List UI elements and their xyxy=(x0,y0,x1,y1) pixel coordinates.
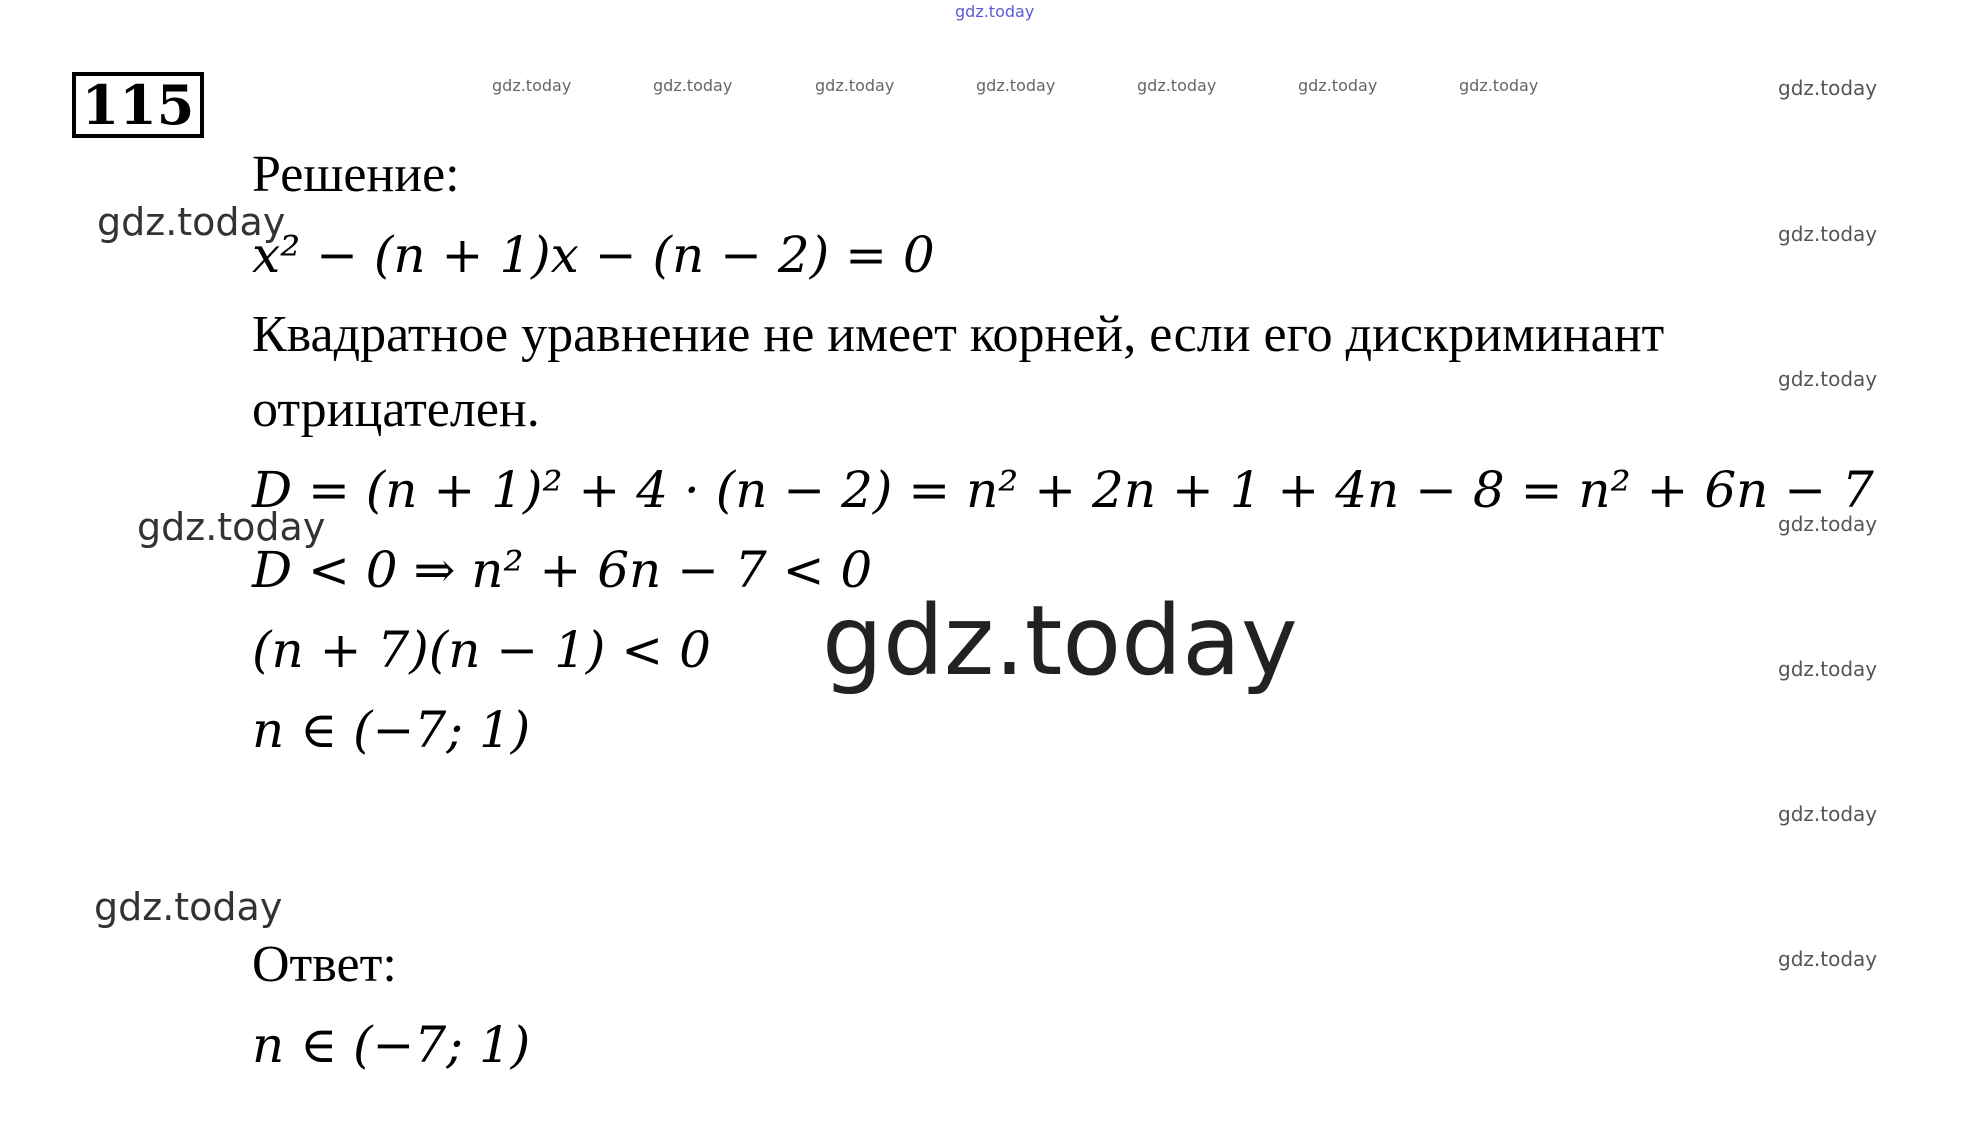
watermark: gdz.today xyxy=(653,76,733,95)
explanation-line-1: Квадратное уравнение не имеет корней, если его дискриминант xyxy=(252,306,1665,363)
watermark: gdz.today xyxy=(1778,802,1878,826)
watermark: gdz.today xyxy=(94,885,283,929)
answer-value: n ∈ (−7; 1) xyxy=(252,1016,531,1074)
discriminant-line: D = (n + 1)² + 4 · (n − 2) = n² + 2n + 1 + 4n − 8 = n² + 6n − 7 xyxy=(252,461,1874,519)
answer-heading: Ответ: xyxy=(252,936,397,993)
equation-line: x² − (n + 1)x − (n − 2) = 0 xyxy=(252,226,935,284)
factored-line: (n + 7)(n − 1) < 0 xyxy=(252,621,711,679)
watermark: gdz.today xyxy=(97,200,286,244)
interval-line: n ∈ (−7; 1) xyxy=(252,701,531,759)
watermark: gdz.today xyxy=(1778,947,1878,971)
solution-heading: Решение: xyxy=(252,146,460,203)
watermark: gdz.today xyxy=(137,505,326,549)
watermark: gdz.today xyxy=(1778,367,1878,391)
watermark: gdz.today xyxy=(976,76,1056,95)
watermark: gdz.today xyxy=(1778,222,1878,246)
watermark: gdz.today xyxy=(1778,512,1878,536)
watermark: gdz.today xyxy=(955,2,1035,21)
watermark: gdz.today xyxy=(1778,76,1878,100)
watermark: gdz.today xyxy=(1459,76,1539,95)
watermark: gdz.today xyxy=(822,585,1298,697)
watermark: gdz.today xyxy=(1778,657,1878,681)
watermark: gdz.today xyxy=(815,76,895,95)
inequality-line: D < 0 ⇒ n² + 6n − 7 < 0 xyxy=(252,541,873,599)
watermark: gdz.today xyxy=(1298,76,1378,95)
watermark: gdz.today xyxy=(1137,76,1217,95)
explanation-line-2: отрицателен. xyxy=(252,381,540,438)
problem-number-box: 115 xyxy=(72,72,204,138)
watermark: gdz.today xyxy=(492,76,572,95)
